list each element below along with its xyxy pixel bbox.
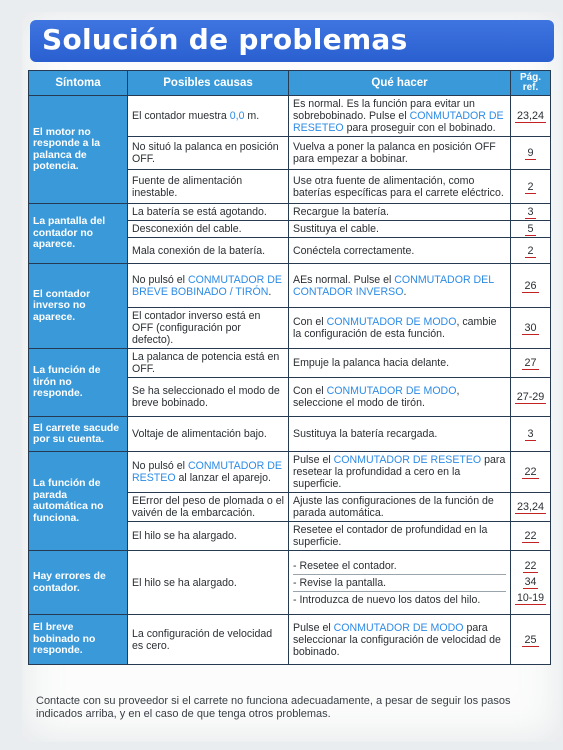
page-ref-cell	[511, 308, 551, 349]
page-ref-cell	[511, 417, 551, 452]
symptom-cell: La función de tirón no responde.	[29, 349, 128, 417]
title-banner	[30, 20, 554, 62]
text-segment: Fuente de alimentación inestable.	[132, 174, 243, 199]
page-ref: 23,24	[516, 501, 545, 513]
text-segment: , cambie la configuración de esta función.	[293, 316, 497, 340]
cause-cell	[128, 170, 289, 204]
page-ref: 22	[524, 530, 537, 542]
page-ref-cell	[511, 378, 551, 417]
symptom-cell: El breve bobinado no responde.	[29, 615, 128, 665]
cause-cell	[128, 238, 289, 264]
cause-cell	[128, 96, 289, 137]
switch-name: CONMUTADOR DEL CONTADOR INVERSO	[293, 273, 494, 298]
cause-cell	[128, 137, 289, 170]
action-cell	[289, 452, 511, 493]
table-header-row	[29, 71, 551, 96]
action-step: - Introduzca de nuevo los datos del hilo.	[293, 593, 481, 606]
table-row	[29, 551, 551, 615]
manual-page	[22, 12, 562, 742]
text-segment: La palanca de potencia está en OFF.	[132, 351, 280, 375]
page-ref-cell	[511, 551, 551, 615]
symptom-cell: La pantalla del contador no aparece.	[29, 204, 128, 264]
action-cell	[289, 204, 511, 221]
action-step: - Resetee el contador.	[293, 558, 506, 575]
text-segment: .	[268, 285, 272, 298]
text-segment: Sustituya la batería recargada.	[293, 428, 438, 440]
page-ref: 10-19	[516, 591, 545, 604]
cause-cell	[128, 264, 289, 308]
cause-cell	[128, 551, 289, 615]
page-ref-cell	[511, 349, 551, 378]
action-cell	[289, 308, 511, 349]
cause-cell	[128, 615, 289, 665]
symptom-cell: El carrete sacude por su cuenta.	[29, 417, 128, 452]
page-ref-cell	[511, 238, 551, 264]
text-segment: Es normal. Es la función para evitar un sobrebobinado. Pulse el	[293, 98, 475, 122]
table-row	[29, 452, 551, 493]
switch-name: CONMUTADOR DE RESETEO	[293, 110, 504, 134]
text-segment: No pulsó el	[132, 460, 188, 472]
text-segment: m.	[244, 110, 260, 122]
action-cell	[289, 522, 511, 551]
page-ref-cell	[511, 137, 551, 170]
symptom-cell: Hay errores de contador.	[29, 551, 128, 615]
cause-cell	[128, 452, 289, 493]
page-ref: 9	[527, 147, 534, 159]
action-cell	[289, 349, 511, 378]
page-ref-cell	[511, 615, 551, 665]
text-segment: No situó la palanca en posición OFF.	[132, 141, 279, 165]
page-ref-cell	[511, 522, 551, 551]
cause-cell	[128, 308, 289, 349]
page-ref: 2	[527, 180, 534, 193]
table-row	[29, 349, 551, 378]
text-segment: Conéctela correctamente.	[293, 244, 415, 257]
page-ref-cell	[511, 264, 551, 308]
text-segment: Mala conexión de la batería.	[132, 244, 266, 257]
page-ref: 27-29	[516, 391, 545, 403]
page-ref-cell	[511, 96, 551, 137]
text-segment: Se ha seleccionado el modo de breve bobinado.	[132, 385, 280, 409]
page-ref: 3	[527, 206, 534, 218]
page-ref: 30	[524, 322, 537, 334]
text-segment: para resetear la profundidad a cero en la superficie.	[293, 454, 506, 490]
text-segment: Ajuste las configuraciones de la función de parada automática.	[293, 495, 494, 519]
cause-cell	[128, 493, 289, 522]
action-cell	[289, 238, 511, 264]
text-segment: Con el	[293, 316, 327, 328]
switch-name: CONMUTADOR DE MODO	[333, 621, 464, 634]
cause-cell	[128, 417, 289, 452]
action-cell	[289, 551, 511, 615]
page-ref: 22	[524, 466, 537, 478]
troubleshooting-table	[28, 70, 551, 665]
footer-note: Contacte con su proveedor si el carrete no funciona adecuadamente, a pesar de seguir los pasos indicados arriba, y en el caso de que tenga otros problemas.	[36, 695, 511, 720]
action-cell	[289, 417, 511, 452]
page-ref: 3	[527, 428, 534, 440]
text-segment: Con el	[293, 385, 327, 397]
page-ref-cell	[511, 221, 551, 238]
text-segment: No pulsó el	[132, 273, 188, 286]
page-title: Solución de problemas	[42, 23, 408, 56]
text-segment: para proseguir con el bobinado.	[343, 122, 496, 134]
action-cell	[289, 96, 511, 137]
header-page: Pág. ref.	[511, 71, 551, 96]
table-row	[29, 417, 551, 452]
page-ref: 5	[527, 223, 534, 235]
text-segment: Vuelva a poner la palanca en posición OFF para empezar a bobinar.	[293, 141, 496, 165]
text-segment: , seleccione el modo de tirón.	[293, 385, 460, 409]
page-ref: 34	[524, 575, 537, 588]
text-segment: .	[403, 285, 407, 298]
text-segment: EError del peso de plomada o el vaivén de la embarcación.	[132, 495, 284, 519]
page-ref-cell	[511, 170, 551, 204]
switch-name: CONMUTADOR DE RESETEO	[333, 454, 482, 466]
action-step: - Revise la pantalla.	[293, 575, 506, 592]
page-ref: 2	[527, 244, 534, 257]
symptom-cell: La función de parada automática no funciona.	[29, 452, 128, 551]
action-cell	[289, 493, 511, 522]
cause-cell	[128, 378, 289, 417]
text-segment: Use otra fuente de alimentación, como baterías específicas para el carrete eléctrico.	[293, 174, 504, 199]
action-cell	[289, 615, 511, 665]
page-ref: 25	[524, 633, 537, 646]
text-segment: Desconexión del cable.	[132, 223, 242, 235]
header-symptom: Síntoma	[29, 71, 128, 96]
symptom-cell: El motor no responde a la palanca de potencia.	[29, 96, 128, 204]
switch-name: CONMUTADOR DE MODO	[326, 385, 457, 397]
page-ref: 23,24	[516, 110, 545, 122]
text-segment: Pulse el	[293, 454, 334, 466]
action-cell	[289, 170, 511, 204]
cause-cell	[128, 221, 289, 238]
page-ref-cell	[511, 204, 551, 221]
table-row	[29, 264, 551, 308]
header-causes: Posibles causas	[128, 71, 289, 96]
table-body	[29, 96, 551, 665]
page-ref: 27	[524, 357, 537, 369]
text-segment: El hilo se ha alargado.	[132, 576, 237, 589]
switch-name: CONMUTADOR DE BREVE BOBINADO / TIRÓN	[132, 273, 282, 298]
action-cell	[289, 378, 511, 417]
text-segment: Recargue la batería.	[293, 206, 389, 218]
text-segment: al lanzar el aparejo.	[175, 472, 271, 484]
symptom-cell: El contador inverso no aparece.	[29, 264, 128, 349]
header-action: Qué hacer	[289, 71, 511, 96]
page-ref-cell	[511, 452, 551, 493]
text-segment: Sustituya el cable.	[293, 223, 379, 235]
action-cell	[289, 264, 511, 308]
text-segment: La batería se está agotando.	[132, 206, 267, 218]
page-ref-cell	[511, 493, 551, 522]
text-segment: AEs normal. Pulse el	[293, 273, 395, 286]
action-cell	[289, 221, 511, 238]
switch-name: CONMUTADOR DE RESTEO	[132, 460, 282, 484]
text-segment: Resetee el contador de profundidad en la superficie.	[293, 524, 488, 548]
text-segment: para seleccionar la configuración de velocidad de bobinado.	[293, 621, 501, 658]
cause-cell	[128, 522, 289, 551]
page-ref: 26	[524, 279, 537, 292]
text-segment: El contador inverso está en OFF (configuración por defecto).	[132, 310, 261, 346]
cause-cell	[128, 349, 289, 378]
text-segment: Empuje la palanca hacia delante.	[293, 357, 450, 369]
text-segment: El contador muestra	[132, 110, 230, 122]
table-row	[29, 96, 551, 137]
cause-cell	[128, 204, 289, 221]
table-row	[29, 204, 551, 221]
switch-name: CONMUTADOR DE MODO	[326, 316, 457, 328]
text-segment: El hilo se ha alargado.	[132, 530, 237, 542]
switch-name: 0,0	[229, 110, 245, 122]
text-segment: Voltaje de alimentación bajo.	[132, 428, 267, 440]
page-ref: 22	[524, 559, 537, 572]
action-cell	[289, 137, 511, 170]
text-segment: Pulse el	[293, 621, 334, 634]
table-row	[29, 615, 551, 665]
text-segment: La configuración de velocidad es cero.	[132, 627, 273, 652]
